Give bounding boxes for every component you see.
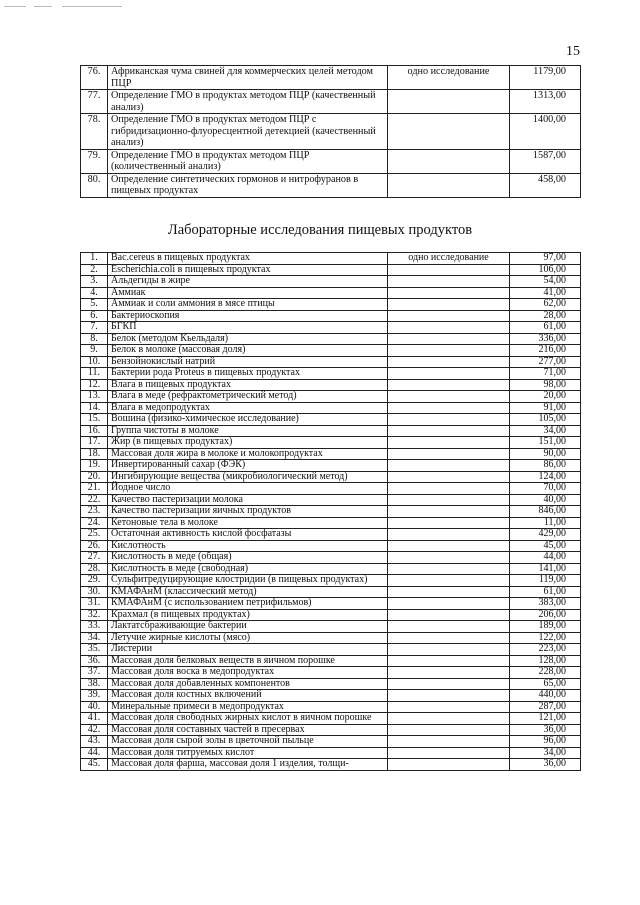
row-number: 11. (81, 368, 108, 380)
table-row (81, 667, 581, 679)
price: 36,00 (510, 724, 581, 736)
service-name: Минеральные примеси в медопродуктах (108, 701, 388, 713)
price: 1587,00 (510, 149, 581, 173)
price: 61,00 (510, 586, 581, 598)
row-number: 25. (81, 529, 108, 541)
table-row (81, 736, 581, 748)
service-name: Ингибирующие вещества (микробиологический метод) (108, 471, 388, 483)
price: 440,00 (510, 690, 581, 702)
table-row (81, 173, 581, 197)
service-name: Массовая доля воска в медопродуктах (108, 667, 388, 679)
service-name: Массовая доля добавленных компонентов (108, 678, 388, 690)
price: 141,00 (510, 563, 581, 575)
food-lab-price-table (80, 252, 581, 771)
service-name: Кислотность в меде (общая) (108, 552, 388, 564)
table-row (81, 529, 581, 541)
unit-of-measure (388, 632, 510, 644)
row-number: 6. (81, 310, 108, 322)
table-row (81, 552, 581, 564)
service-name: Влага в меде (рефрактометрический метод) (108, 391, 388, 403)
table-row (81, 414, 581, 426)
unit-of-measure (388, 437, 510, 449)
price: 383,00 (510, 598, 581, 610)
row-number: 8. (81, 333, 108, 345)
row-number: 26. (81, 540, 108, 552)
price: 206,00 (510, 609, 581, 621)
service-name: Йодное число (108, 483, 388, 495)
unit-of-measure (388, 621, 510, 633)
service-name: Bac.cereus в пищевых продуктах (108, 253, 388, 265)
unit-of-measure (388, 701, 510, 713)
row-number: 12. (81, 379, 108, 391)
service-name: Крахмал (в пищевых продуктах) (108, 609, 388, 621)
price: 61,00 (510, 322, 581, 334)
row-number: 40. (81, 701, 108, 713)
unit-of-measure (388, 575, 510, 587)
table-row (81, 483, 581, 495)
price: 105,00 (510, 414, 581, 426)
unit-of-measure (388, 690, 510, 702)
service-name: Жир (в пищевых продуктах) (108, 437, 388, 449)
table-row (81, 310, 581, 322)
price: 287,00 (510, 701, 581, 713)
service-name: Массовая доля свободных жирных кислот в яичном порошке (108, 713, 388, 725)
service-name: БГКП (108, 322, 388, 334)
service-name: Аммиак и соли аммония в мясе птицы (108, 299, 388, 311)
page-number: 15 (566, 44, 580, 59)
service-name: Кислотность (108, 540, 388, 552)
price: 277,00 (510, 356, 581, 368)
table-row (81, 701, 581, 713)
row-number: 38. (81, 678, 108, 690)
price: 124,00 (510, 471, 581, 483)
price: 96,00 (510, 736, 581, 748)
row-number: 10. (81, 356, 108, 368)
row-number: 18. (81, 448, 108, 460)
table-row (81, 724, 581, 736)
price: 223,00 (510, 644, 581, 656)
table-row (81, 114, 581, 150)
price: 122,00 (510, 632, 581, 644)
unit-of-measure: одно исследование (388, 66, 510, 90)
table-row (81, 632, 581, 644)
table-row (81, 713, 581, 725)
table-row (81, 149, 581, 173)
price: 846,00 (510, 506, 581, 518)
unit-of-measure (388, 287, 510, 299)
row-number: 77. (81, 90, 108, 114)
price: 20,00 (510, 391, 581, 403)
price: 1313,00 (510, 90, 581, 114)
row-number: 76. (81, 66, 108, 90)
row-number: 29. (81, 575, 108, 587)
service-name: Массовая доля белковых веществ в яичном порошке (108, 655, 388, 667)
unit-of-measure (388, 540, 510, 552)
row-number: 37. (81, 667, 108, 679)
row-number: 80. (81, 173, 108, 197)
row-number: 15. (81, 414, 108, 426)
row-number: 34. (81, 632, 108, 644)
unit-of-measure (388, 402, 510, 414)
service-name: Влага в медопродуктах (108, 402, 388, 414)
unit-of-measure (388, 552, 510, 564)
price: 429,00 (510, 529, 581, 541)
table-row (81, 506, 581, 518)
row-number: 19. (81, 460, 108, 472)
unit-of-measure (388, 356, 510, 368)
row-number: 24. (81, 517, 108, 529)
row-number: 5. (81, 299, 108, 311)
section-title: Лабораторные исследования пищевых продуктов (167, 222, 473, 238)
service-name: Группа чистоты в молоке (108, 425, 388, 437)
table-row (81, 540, 581, 552)
table-row (81, 575, 581, 587)
unit-of-measure (388, 276, 510, 288)
row-number: 39. (81, 690, 108, 702)
service-name: Белок в молоке (массовая доля) (108, 345, 388, 357)
unit-of-measure (388, 655, 510, 667)
row-number: 44. (81, 747, 108, 759)
unit-of-measure (388, 322, 510, 334)
price: 128,00 (510, 655, 581, 667)
unit-of-measure (388, 448, 510, 460)
price: 216,00 (510, 345, 581, 357)
price: 44,00 (510, 552, 581, 564)
table-row (81, 264, 581, 276)
row-number: 4. (81, 287, 108, 299)
row-number: 35. (81, 644, 108, 656)
table-row (81, 356, 581, 368)
table-row (81, 690, 581, 702)
table-row (81, 333, 581, 345)
unit-of-measure (388, 678, 510, 690)
unit-of-measure (388, 114, 510, 150)
service-name: Лактатсбраживающие бактерии (108, 621, 388, 633)
table-row (81, 598, 581, 610)
price: 121,00 (510, 713, 581, 725)
table-row (81, 345, 581, 357)
unit-of-measure (388, 391, 510, 403)
table-row (81, 586, 581, 598)
table-row (81, 448, 581, 460)
unit-of-measure (388, 264, 510, 276)
price: 70,00 (510, 483, 581, 495)
row-number: 41. (81, 713, 108, 725)
price: 86,00 (510, 460, 581, 472)
service-name: Кислотность в меде (свободная) (108, 563, 388, 575)
service-name: Летучие жирные кислоты (мясо) (108, 632, 388, 644)
table-row (81, 253, 581, 265)
service-name: Качество пастеризации молока (108, 494, 388, 506)
row-number: 31. (81, 598, 108, 610)
price: 41,00 (510, 287, 581, 299)
unit-of-measure (388, 149, 510, 173)
table-row (81, 299, 581, 311)
service-name: Листерии (108, 644, 388, 656)
service-name: Escherichia.coli в пищевых продуктах (108, 264, 388, 276)
unit-of-measure (388, 598, 510, 610)
unit-of-measure (388, 483, 510, 495)
price: 90,00 (510, 448, 581, 460)
service-name: Аммиак (108, 287, 388, 299)
table-row (81, 287, 581, 299)
service-name: Остаточная активность кислой фосфатазы (108, 529, 388, 541)
unit-of-measure (388, 425, 510, 437)
service-name: Определение ГМО в продуктах методом ПЦР (качественный анализ) (108, 90, 388, 114)
unit-of-measure (388, 173, 510, 197)
table-row (81, 609, 581, 621)
row-number: 32. (81, 609, 108, 621)
service-name: Сульфитредуцирующие клостридии (в пищевых продуктах) (108, 575, 388, 587)
price: 98,00 (510, 379, 581, 391)
service-name: Массовая доля костных включений (108, 690, 388, 702)
service-name: Бензойнокислый натрий (108, 356, 388, 368)
service-name: Бактерии рода Proteus в пищевых продуктах (108, 368, 388, 380)
price: 45,00 (510, 540, 581, 552)
price: 1179,00 (510, 66, 581, 90)
unit-of-measure (388, 529, 510, 541)
price: 34,00 (510, 747, 581, 759)
table-row (81, 644, 581, 656)
unit-of-measure (388, 506, 510, 518)
table-row (81, 517, 581, 529)
unit-of-measure (388, 414, 510, 426)
unit-of-measure (388, 563, 510, 575)
row-number: 2. (81, 264, 108, 276)
unit-of-measure: одно исследование (388, 253, 510, 265)
row-number: 21. (81, 483, 108, 495)
price: 34,00 (510, 425, 581, 437)
row-number: 17. (81, 437, 108, 449)
table-row (81, 655, 581, 667)
price: 228,00 (510, 667, 581, 679)
service-name: Определение ГМО в продуктах методом ПЦР с гибридизационно-флуоресцентной детекцией (качественный анализ) (108, 114, 388, 150)
unit-of-measure (388, 517, 510, 529)
unit-of-measure (388, 759, 510, 771)
table-row (81, 759, 581, 771)
price: 336,00 (510, 333, 581, 345)
price: 62,00 (510, 299, 581, 311)
table-row (81, 322, 581, 334)
service-name: Массовая доля фарша, массовая доля 1 изделия, толщи- (108, 759, 388, 771)
unit-of-measure (388, 644, 510, 656)
service-name: Определение ГМО в продуктах методом ПЦР (количественный анализ) (108, 149, 388, 173)
service-name: Белок (методом Кьельдаля) (108, 333, 388, 345)
row-number: 3. (81, 276, 108, 288)
table-row (81, 90, 581, 114)
service-name: Массовая доля жира в молоке и молокопродуктах (108, 448, 388, 460)
price: 97,00 (510, 253, 581, 265)
row-number: 23. (81, 506, 108, 518)
row-number: 7. (81, 322, 108, 334)
price: 54,00 (510, 276, 581, 288)
table-row (81, 379, 581, 391)
unit-of-measure (388, 609, 510, 621)
row-number: 14. (81, 402, 108, 414)
unit-of-measure (388, 345, 510, 357)
row-number: 9. (81, 345, 108, 357)
price: 11,00 (510, 517, 581, 529)
row-number: 78. (81, 114, 108, 150)
table-row (81, 678, 581, 690)
row-number: 45. (81, 759, 108, 771)
table-row (81, 276, 581, 288)
row-number: 79. (81, 149, 108, 173)
service-name: Качество пастеризации яичных продуктов (108, 506, 388, 518)
price: 1400,00 (510, 114, 581, 150)
service-name: Бактериоскопия (108, 310, 388, 322)
table-row (81, 471, 581, 483)
unit-of-measure (388, 747, 510, 759)
row-number: 1. (81, 253, 108, 265)
row-number: 36. (81, 655, 108, 667)
service-name: Альдегиды в жире (108, 276, 388, 288)
service-name: Массовая доля титруемых кислот (108, 747, 388, 759)
table-row (81, 747, 581, 759)
row-number: 20. (81, 471, 108, 483)
unit-of-measure (388, 379, 510, 391)
table-row (81, 66, 581, 90)
price: 28,00 (510, 310, 581, 322)
price-table-top (80, 65, 581, 198)
unit-of-measure (388, 310, 510, 322)
table-row (81, 391, 581, 403)
unit-of-measure (388, 368, 510, 380)
service-name: Кетоновые тела в молоке (108, 517, 388, 529)
price: 119,00 (510, 575, 581, 587)
row-number: 22. (81, 494, 108, 506)
service-name: Массовая доля составных частей в пресервах (108, 724, 388, 736)
service-name: КМАФАнМ (классический метод) (108, 586, 388, 598)
row-number: 42. (81, 724, 108, 736)
table-row (81, 368, 581, 380)
price: 189,00 (510, 621, 581, 633)
unit-of-measure (388, 713, 510, 725)
unit-of-measure (388, 494, 510, 506)
price: 91,00 (510, 402, 581, 414)
service-name: Влага в пищевых продуктах (108, 379, 388, 391)
row-number: 30. (81, 586, 108, 598)
row-number: 27. (81, 552, 108, 564)
row-number: 16. (81, 425, 108, 437)
row-number: 33. (81, 621, 108, 633)
unit-of-measure (388, 667, 510, 679)
row-number: 43. (81, 736, 108, 748)
table-row (81, 402, 581, 414)
table-row (81, 494, 581, 506)
unit-of-measure (388, 460, 510, 472)
unit-of-measure (388, 736, 510, 748)
service-name: Массовая доля сырой золы в цветочной пыльце (108, 736, 388, 748)
row-number: 28. (81, 563, 108, 575)
table-row (81, 425, 581, 437)
price: 106,00 (510, 264, 581, 276)
table-row (81, 460, 581, 472)
service-name: Определение синтетических гормонов и нитрофуранов в пищевых продуктах (108, 173, 388, 197)
scan-marks (4, 4, 134, 10)
price: 71,00 (510, 368, 581, 380)
price: 458,00 (510, 173, 581, 197)
table-row (81, 437, 581, 449)
table-row (81, 563, 581, 575)
unit-of-measure (388, 90, 510, 114)
price: 151,00 (510, 437, 581, 449)
service-name: Африканская чума свиней для коммерческих целей методом ПЦР (108, 66, 388, 90)
price: 65,00 (510, 678, 581, 690)
row-number: 13. (81, 391, 108, 403)
table-row (81, 621, 581, 633)
unit-of-measure (388, 586, 510, 598)
unit-of-measure (388, 333, 510, 345)
unit-of-measure (388, 471, 510, 483)
service-name: Инвертированный сахар (ФЭК) (108, 460, 388, 472)
unit-of-measure (388, 299, 510, 311)
price: 40,00 (510, 494, 581, 506)
unit-of-measure (388, 724, 510, 736)
service-name: КМАФАнМ (с использованием петрифильмов) (108, 598, 388, 610)
price: 36,00 (510, 759, 581, 771)
service-name: Вошина (физико-химическое исследование) (108, 414, 388, 426)
